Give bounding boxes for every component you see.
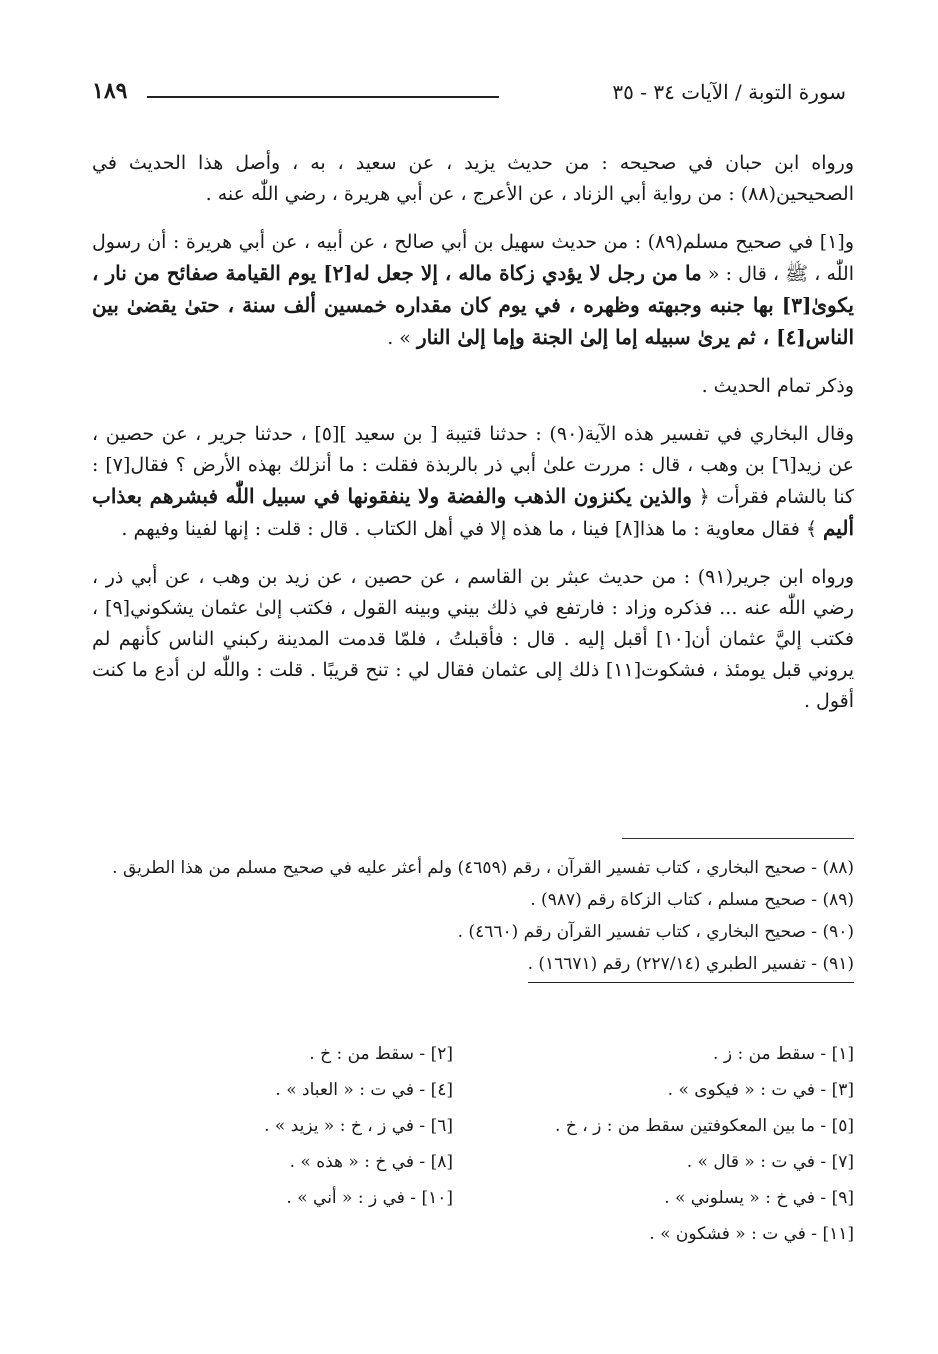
paragraph (92, 419, 854, 545)
main-text (92, 148, 854, 734)
paragraph-text: وقال البخاري في تفسير هذه الآية(٩٠) : حدثنا قتيبة [ بن سعيد ][٥] ، حدثنا جرير ، عن حصين ، عن زيد[٦] بن وهب ، قال : مررت علىٰ أبي ذر بالربذة فقلت : ما أنزلك بهذه الأرض ؟ فقال[٧] : كنا بالشام فقرأت ﴿ (92, 423, 854, 508)
page-header (92, 78, 846, 118)
variant-note: [١٠] - في ز : « أني » . (286, 1188, 453, 1208)
variant-note: [٤] - في ت : « العباد » . (275, 1080, 453, 1100)
variant-note: [٣] - في ت : « فيكوى » . (667, 1080, 854, 1100)
header-rule (147, 96, 499, 98)
footnote: (٨٨) - صحيح البخاري ، كتاب تفسير القرآن ، رقم (٤٦٥٩) ولم أعثر عليه في صحيح مسلم من هذا الطريق . (112, 858, 854, 878)
variant-note: [٧] - في ت : « قال » . (686, 1152, 854, 1172)
variant-note: [٦] - في ز ، خ : « يزيد » . (264, 1116, 453, 1136)
paragraph: وذكر تمام الحديث . (701, 375, 854, 397)
footnote: (٨٩) - صحيح مسلم ، كتاب الزكاة رقم (٩٨٧) . (530, 890, 854, 910)
paragraph: ورواه ابن حبان في صحيحه : من حديث يزيد ، عن سعيد ، به ، وأصل هذا الحديث في الصحيحين(٨٨) : من رواية أبي الزناد ، عن الأعرج ، عن أبي هريرة ، رضي اللّٰه عنه . (92, 152, 854, 205)
variant-note: [١١] - في ت : « فشكون » . (649, 1224, 854, 1244)
paragraph-text: » . (387, 327, 417, 349)
variant-note: [١] - سقط من : ز . (713, 1044, 854, 1064)
variant-note: [٩] - في خ : « يسلوني » . (664, 1188, 854, 1208)
paragraph-text: ﴾ فقال معاوية : ما هذا[٨] فينا ، ما هذه إلا في أهل الكتاب . قال : قلت : إنها لفينا وفيهم . (121, 518, 823, 540)
footnote-text: (٩١) - تفسير الطبري (٢٢٧/١٤) رقم (١٦٦٧١) . (528, 948, 854, 983)
paragraph-text: و[١] في صحيح مسلم(٨٩) : من حديث سهيل بن أبي صالح ، عن أبيه ، عن أبي هريرة : أن رسول اللّٰه ، ﷺ ، قال : « (92, 231, 855, 285)
variant-note: [٥] - ما بين المعكوفتين سقط من : ز ، خ . (555, 1116, 854, 1136)
variant-note: [٢] - سقط من : خ . (309, 1044, 453, 1064)
quran-verse: والذين يكنزون الذهب والفضة ولا ينفقونها في سبيل اللّٰه فبشرهم بعذاب أليم (92, 484, 854, 540)
page-number: ١٨٩ (92, 78, 128, 104)
footnote-separator (622, 838, 854, 839)
manuscript-variants (92, 1036, 854, 1252)
hadith-quote: ما من رجل لا يؤدي زكاة ماله ، إلا جعل له[٢] يوم القيامة صفائح من نار ، يكوىٰ[٣] بها جنبه وجبهته وظهره ، في يوم كان مقداره خمسين ألف سنة ، حتىٰ يقضىٰ بين الناس[٤] ، ثم يرىٰ سبيله إما إلىٰ الجنة وإما إلىٰ النار (92, 261, 854, 349)
paragraph (92, 227, 854, 354)
footnotes (92, 852, 854, 983)
footnote: (٩٠) - صحيح البخاري ، كتاب تفسير القرآن رقم (٤٦٦٠) . (457, 922, 854, 942)
variant-note: [٨] - في خ : « هذه » . (289, 1152, 453, 1172)
footnote (92, 948, 854, 983)
running-title: سورة التوبة / الآيات ٣٤ - ٣٥ (612, 80, 846, 104)
paragraph: ورواه ابن جرير(٩١) : من حديث عبثر بن القاسم ، عن حصين ، عن زيد بن وهب ، عن أبي ذر ، رضي اللّٰه عنه ... فذكره وزاد : فارتفع في ذلك بيني وبينه القول ، فكتب إلىٰ عثمان يشكوني[٩] ، فكتب إليَّ عثمان أن[١٠] أقبل إليه . قال : فأقبلتُ ، فلمّا قدمت المدينة ركبني الناس كأنهم لم يروني قبل يومئذ ، فشكوت[١١] ذلك إلى عثمان فقال لي : تنح قريبًا . قلت : واللّٰه لن أدع ما كنت أقول . (92, 566, 854, 712)
